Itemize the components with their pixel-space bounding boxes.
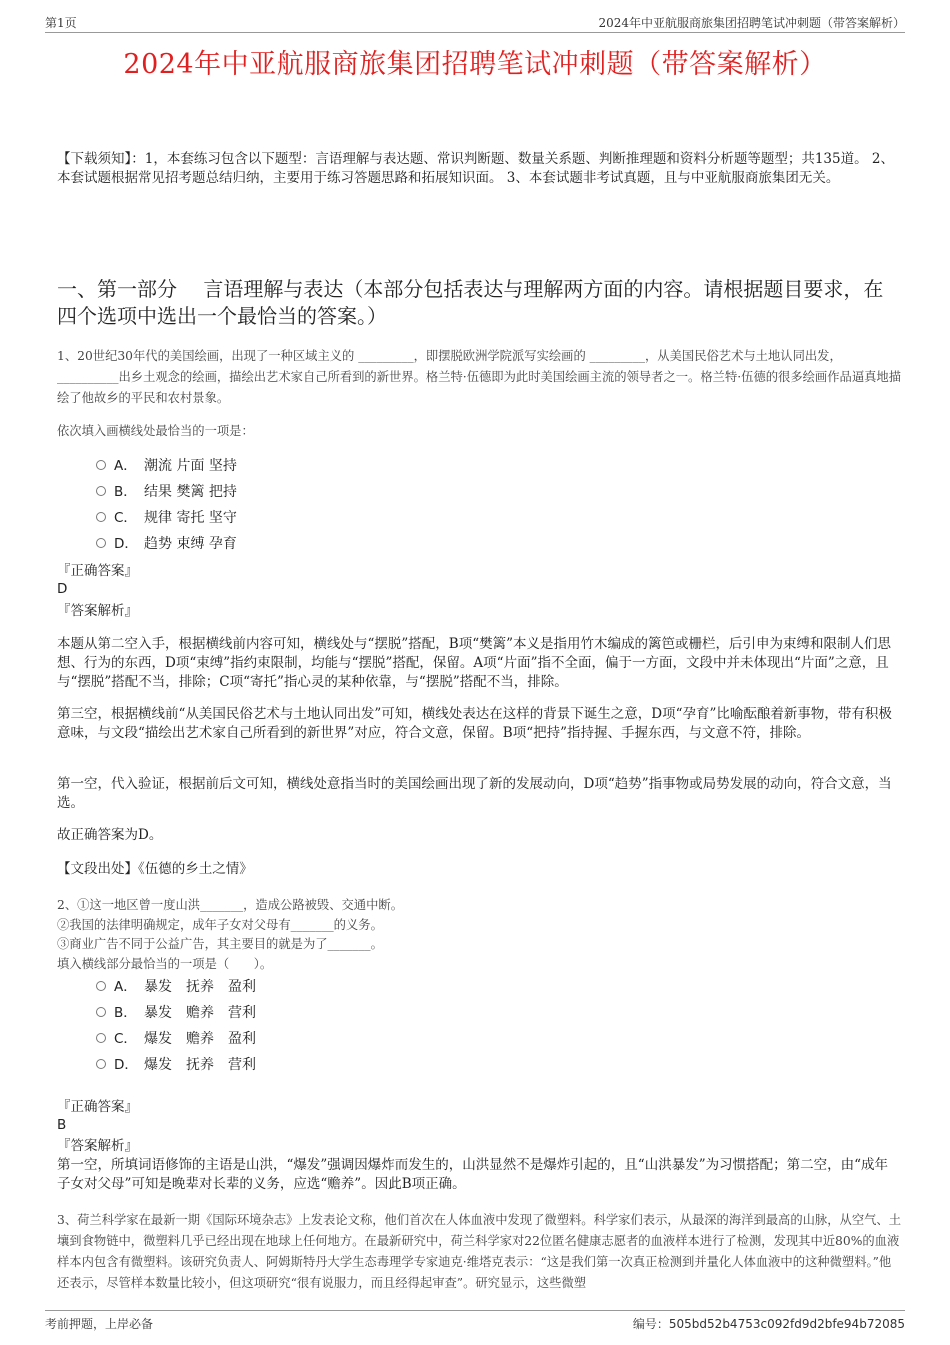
document-title: 2024年中亚航服商旅集团招聘笔试冲刺题（带答案解析） xyxy=(123,49,827,80)
q1-analysis-label: 『答案解析』 xyxy=(57,603,138,619)
radio-icon[interactable] xyxy=(96,1033,106,1043)
header-doc-title: 2024年中亚航服商旅集团招聘笔试冲刺题（带答案解析） xyxy=(598,16,905,30)
q1-analysis-p4: 故正确答案为D。 xyxy=(57,827,163,843)
radio-icon[interactable] xyxy=(96,1007,106,1017)
q1-answer-label: 『正确答案』 xyxy=(57,563,138,579)
radio-icon[interactable] xyxy=(96,538,106,548)
q1-option-c[interactable]: C． 规律 寄托 坚守 xyxy=(96,508,237,528)
q1-analysis-p1: 本题从第二空入手，根据横线前内容可知，横线处与“摆脱”搭配，B项“樊篱”本义是指用竹木编成的篱笆或栅栏，后引申为束缚和限制人们思想、行为的东西，D项“束缚”指约束限制，均能与“摆脱”搭配，保留。A项“片面”指不全面，偏于一方面，文段中并未体现出“片面”之意，且与“摆脱”搭配不当，排除；C项“寄托”指心灵的某种依靠，与“摆脱”搭配不当，排除。 xyxy=(57,636,892,690)
q1-option-a[interactable]: A． 潮流 片面 坚持 xyxy=(96,456,237,476)
radio-icon[interactable] xyxy=(96,1059,106,1069)
radio-icon[interactable] xyxy=(96,486,106,496)
q2-option-d[interactable]: D． 爆发 抚养 营利 xyxy=(96,1055,256,1075)
q2-answer-label: 『正确答案』 xyxy=(57,1099,138,1115)
radio-icon[interactable] xyxy=(96,981,106,991)
page-number: 第1页 xyxy=(45,16,77,30)
radio-icon[interactable] xyxy=(96,512,106,522)
q1-analysis-p3: 第一空，代入验证，根据前后文可知，横线处意指当时的美国绘画出现了新的发展动向，D项“趋势”指事物或局势发展的动向，符合文意，当选。 xyxy=(57,776,892,811)
q2-analysis: 第一空，所填词语修饰的主语是山洪，“爆发”强调因爆炸而发生的，山洪显然不是爆炸引起的，且“山洪暴发”为习惯搭配；第二空，由“成年子女对父母”可知是晚辈对长辈的义务，应选“赡养”。因此B项正确。 xyxy=(57,1157,889,1192)
q1-analysis-p2: 第三空，根据横线前“从美国民俗艺术与土地认同出发”可知，横线处表达在这样的背景下诞生之意，D项“孕育”比喻酝酿着新事物，带有积极意味，与文段“描绘出艺术家自己所看到的新世界”对应，符合文意，保留。B项“把持”指持握、手握东西，与文意不符，排除。 xyxy=(57,706,892,741)
q1-source: 【文段出处】《伍德的乡土之情》 xyxy=(57,861,253,877)
q1-answer: D xyxy=(57,581,68,597)
q1-option-d[interactable]: D． 趋势 束缚 孕育 xyxy=(96,534,237,554)
q2-analysis-label: 『答案解析』 xyxy=(57,1138,138,1154)
q2-option-b[interactable]: B． 暴发 赡养 营利 xyxy=(96,1003,256,1023)
q1-stem: 1、20世纪30年代的美国绘画，出现了一种区域主义的 _________，即摆脱欧洲学院派写实绘画的 _________，从美国民俗艺术与土地认同出发， __________出乡土观念的绘画，描绘出艺术家自己所看到的新世界。格兰特·伍德即为此时美国绘画主流的领导者之一。格兰特·伍德的很多绘画作品逼真地描绘了他故乡的平民和农村景象。 xyxy=(57,349,902,405)
q3-stem: 3、荷兰科学家在最新一期《国际环境杂志》上发表论文称，他们首次在人体血液中发现了微塑料。科学家们表示，从最深的海洋到最高的山脉，从空气、土壤到食物链中，微塑料几乎已经出现在地球上任何地方。在最新研究中，荷兰科学家对22位匿名健康志愿者的血液样本进行了检测，发现其中近80%的血液样本内包含有微塑料。该研究负责人、阿姆斯特丹大学生态毒理学专家迪克·维塔克表示：“这是我们第一次真正检测到并量化人体血液中的这种微塑料。”他还表示，尽管样本数量比较小，但这项研究“很有说服力，而且经得起审查”。研究显示，这些微塑 xyxy=(57,1213,902,1290)
download-notice: 【下载须知】：1，本套练习包含以下题型：言语理解与表达题、常识判断题、数量关系题、判断推理题和资料分析题等题型；共135道。 2、本套试题根据常见招考题总结归纳，主要用于练习答题思路和拓展知识面。 3、本套试题非考试真题，且与中亚航服商旅集团无关。 xyxy=(57,151,894,186)
q2-option-a[interactable]: A． 暴发 抚养 盈利 xyxy=(96,977,256,997)
q2-answer: B xyxy=(57,1117,67,1133)
footer-slogan: 考前押题，上岸必备 xyxy=(45,1317,154,1331)
q2-option-c[interactable]: C． 爆发 赡养 盈利 xyxy=(96,1029,256,1049)
footer-code: 编号：505bd52b4753c092fd9d2bfe94b72085 xyxy=(632,1317,905,1331)
page-header xyxy=(45,12,905,33)
q2-stem: 2、①这一地区曾一度山洪_______，造成公路被毁、交通中断。 ②我国的法律明确规定，成年子女对父母有_______的义务。 ③商业广告不同于公益广告，其主要目的就是为了_______。 填入横线部分最恰当的一项是（ ）。 xyxy=(57,898,403,971)
q1-option-b[interactable]: B． 结果 樊篱 把持 xyxy=(96,482,237,502)
section-title: 一、第一部分 言语理解与表达（本部分包括表达与理解两方面的内容。请根据题目要求，在四个选项中选出一个最恰当的答案。） xyxy=(57,277,884,328)
page-footer xyxy=(45,1310,905,1331)
q1-prompt: 依次填入画横线处最恰当的一项是： xyxy=(57,424,254,438)
radio-icon[interactable] xyxy=(96,460,106,470)
